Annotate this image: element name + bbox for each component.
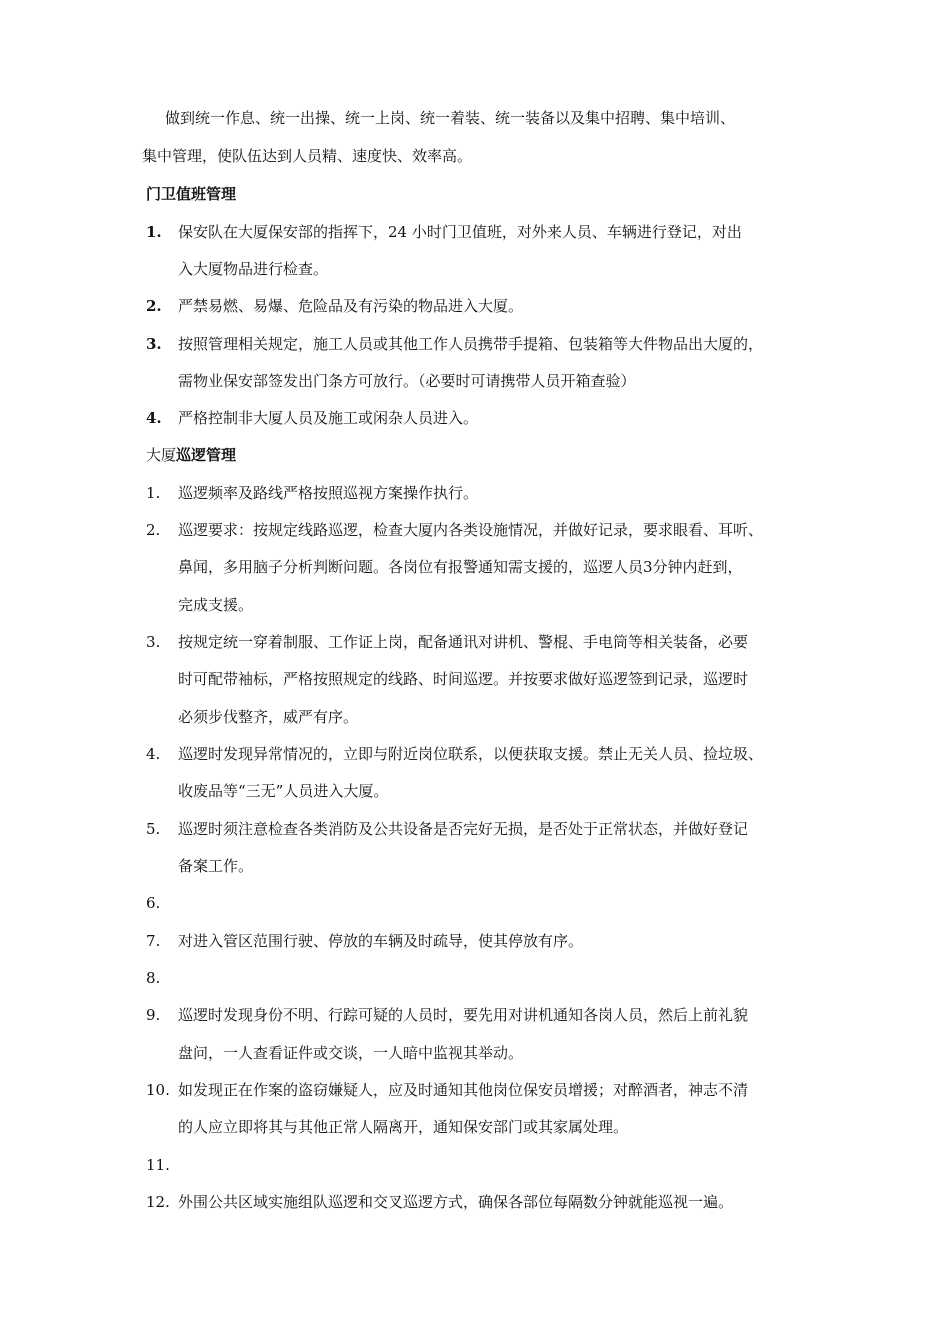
patrol-item-text: 巡逻时须注意检查各类消防及公共设备是否完好无损，是否处于正常状态，并做好登记 bbox=[178, 820, 749, 838]
patrol-item-number: 9. bbox=[146, 1006, 161, 1024]
patrol-item-text: 盘问，一人查看证件或交谈，一人暗中监视其举动。 bbox=[178, 1044, 524, 1062]
gate-item-number: 2. bbox=[146, 297, 162, 315]
gate-item-text: 需物业保安部签发出门条方可放行。（必要时可请携带人员开箱查验） bbox=[178, 372, 636, 390]
patrol-item-number: 11. bbox=[146, 1156, 170, 1174]
gate-item-text: 按照管理相关规定，施工人员或其他工作人员携带手提箱、包装箱等大件物品出大厦的， bbox=[178, 335, 764, 353]
patrol-item-text: 收废品等“三无”人员进入大厦。 bbox=[178, 782, 389, 800]
section-heading-patrol-bold: 巡逻管理 bbox=[176, 446, 237, 464]
patrol-item-number: 8. bbox=[146, 969, 161, 987]
gate-item-number: 1. bbox=[146, 223, 162, 241]
patrol-item-text: 完成支援。 bbox=[178, 596, 254, 614]
intro-line-2: 集中管理，使队伍达到人员精、速度快、效率高。 bbox=[142, 147, 473, 165]
patrol-item-text: 如发现正在作案的盗窃嫌疑人，应及时通知其他岗位保安员增援；对醉酒者，神志不清 bbox=[178, 1081, 749, 1099]
patrol-item-number: 7. bbox=[146, 932, 161, 950]
patrol-item-number: 3. bbox=[146, 633, 161, 651]
patrol-item-number: 1. bbox=[146, 484, 161, 502]
patrol-item-number: 6. bbox=[146, 894, 161, 912]
patrol-item-text: 必须步伐整齐，威严有序。 bbox=[178, 708, 359, 726]
intro-line-1: 做到统一作息、统一出操、统一上岗、统一着装、统一装备以及集中招聘、集中培训、 bbox=[165, 109, 736, 127]
patrol-item-text: 时可配带袖标，严格按照规定的线路、时间巡逻。并按要求做好巡逻签到记录，巡逻时 bbox=[178, 670, 749, 688]
section-heading-patrol-prefix: 大厦 bbox=[146, 446, 177, 464]
gate-item-text: 入大厦物品进行检查。 bbox=[178, 260, 329, 278]
section-heading-patrol bbox=[146, 445, 236, 465]
section-heading-gate: 门卫值班管理 bbox=[146, 185, 237, 203]
patrol-item-text: 外围公共区域实施组队巡逻和交叉巡逻方式，确保各部位每隔数分钟就能巡视一遍。 bbox=[178, 1193, 734, 1211]
gate-item-number: 4. bbox=[146, 409, 162, 427]
patrol-item-text: 备案工作。 bbox=[178, 857, 254, 875]
patrol-item-text: 巡逻要求：按规定线路巡逻，检查大厦内各类设施情况，并做好记录，要求眼看、耳听、 bbox=[178, 521, 764, 539]
patrol-item-text: 巡逻频率及路线严格按照巡视方案操作执行。 bbox=[178, 484, 479, 502]
patrol-item-text: 巡逻时发现异常情况的，立即与附近岗位联系，以便获取支援。禁止无关人员、捡垃圾、 bbox=[178, 745, 764, 763]
patrol-item-number: 2. bbox=[146, 521, 161, 539]
gate-item-text: 保安队在大厦保安部的指挥下，24 小时门卫值班，对外来人员、车辆进行登记，对出 bbox=[178, 223, 742, 241]
patrol-item-text: 的人应立即将其与其他正常人隔离开，通知保安部门或其家属处理。 bbox=[178, 1118, 629, 1136]
patrol-item-text: 按规定统一穿着制服、工作证上岗，配备通讯对讲机、警棍、手电筒等相关装备，必要 bbox=[178, 633, 749, 651]
gate-item-text: 严禁易燃、易爆、危险品及有污染的物品进入大厦。 bbox=[178, 297, 524, 315]
patrol-item-number: 4. bbox=[146, 745, 161, 763]
patrol-item-number: 5. bbox=[146, 820, 161, 838]
patrol-item-number: 10. bbox=[146, 1081, 170, 1099]
gate-item-text: 严格控制非大厦人员及施工或闲杂人员进入。 bbox=[178, 409, 479, 427]
patrol-item-number: 12. bbox=[146, 1193, 170, 1211]
gate-item-number: 3. bbox=[146, 335, 162, 353]
patrol-item-text: 对进入管区范围行驶、停放的车辆及时疏导，使其停放有序。 bbox=[178, 932, 584, 950]
patrol-item-text: 鼻闻，多用脑子分析判断问题。各岗位有报警通知需支援的，巡逻人员3分钟内赶到， bbox=[178, 558, 743, 576]
patrol-item-text: 巡逻时发现身份不明、行踪可疑的人员时，要先用对讲机通知各岗人员，然后上前礼貌 bbox=[178, 1006, 749, 1024]
